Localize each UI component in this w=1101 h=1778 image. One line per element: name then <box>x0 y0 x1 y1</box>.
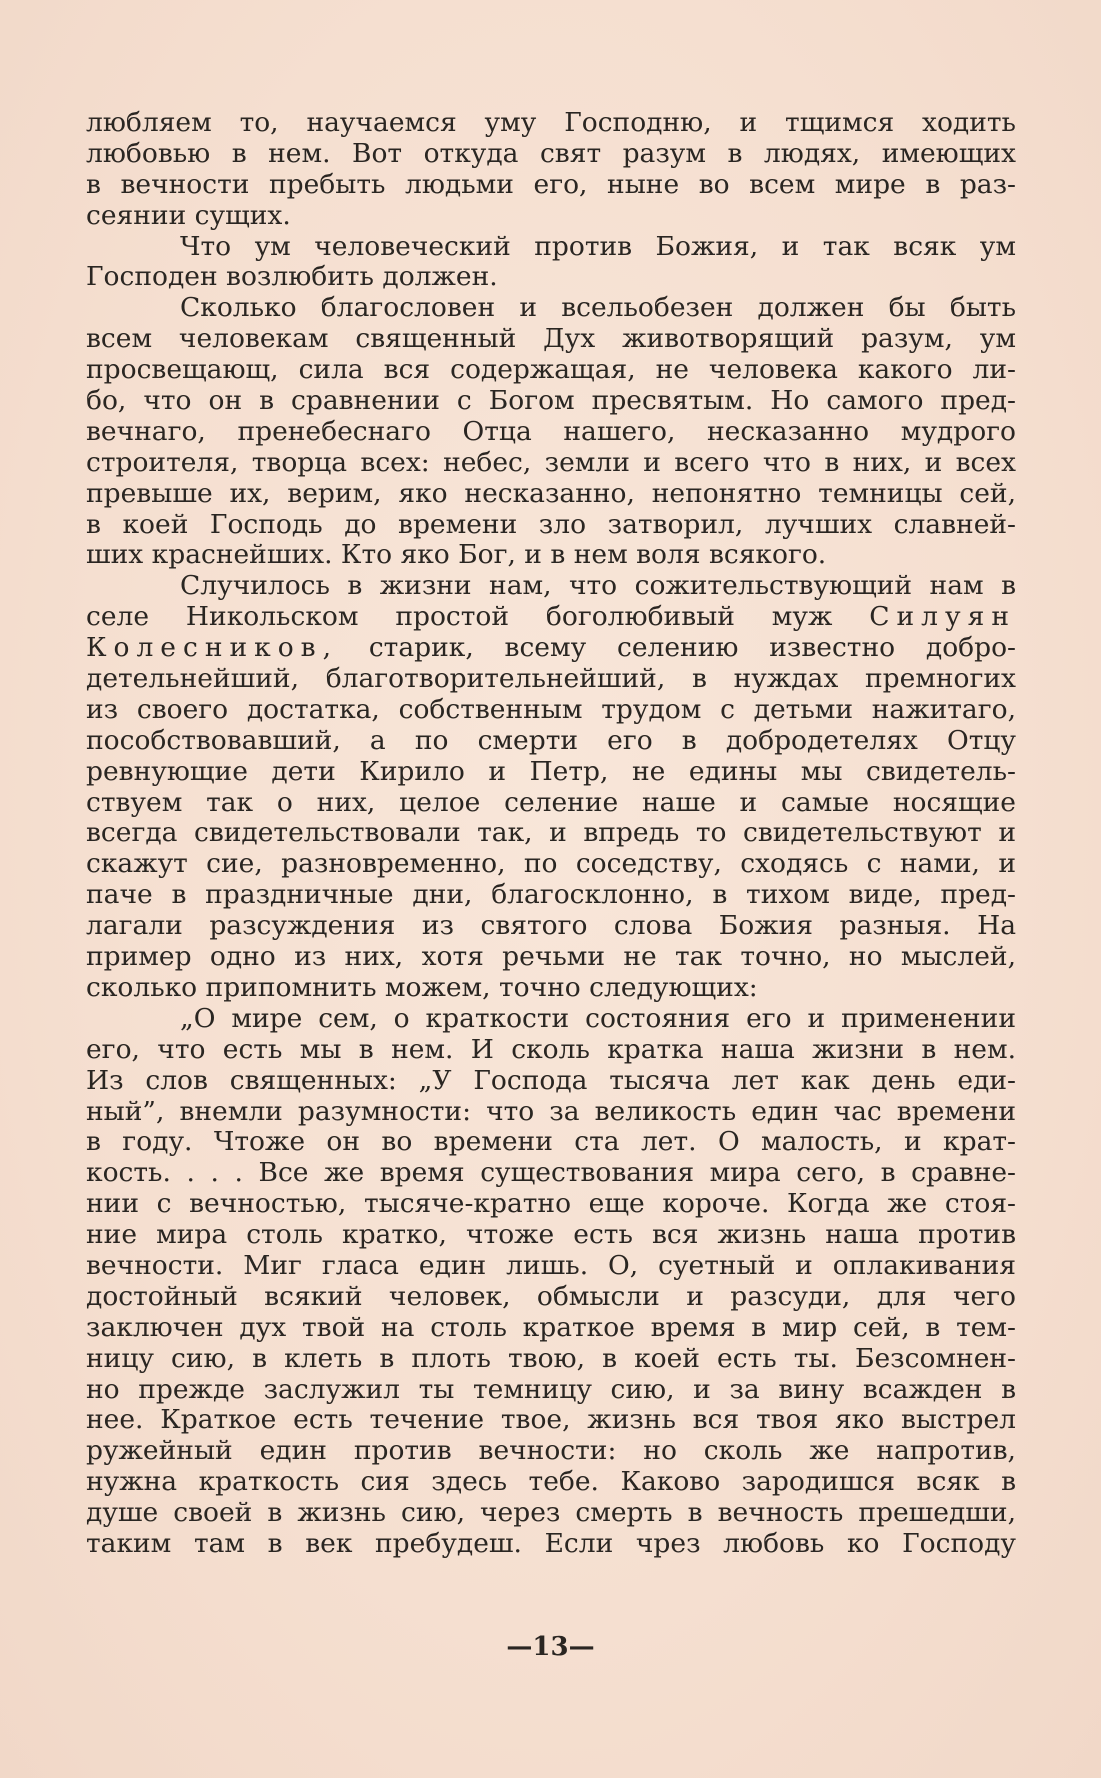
text-line: всем человекам священный Дух животворящий разум, ум <box>86 324 1016 355</box>
text-line: бо, что он в сравнении с Богом пресвятым. Но самого пред- <box>86 386 1016 417</box>
text-line: нии с вечностью, тысяче-кратно еще короче. Когда же стоя- <box>86 1189 1016 1220</box>
text-line: детельнейший, благотворительнейший, в нуждах премногих <box>86 664 1016 695</box>
text-line: любовью в нем. Вот откуда свят разум в людях, имеющих <box>86 138 1016 169</box>
text-line: ный”, внемли разумности: что за великость един час времени <box>86 1096 1016 1127</box>
body-text <box>86 108 1016 1560</box>
text-line: пособствовавший, а по смерти его в добродетелях Отцу <box>86 725 1016 756</box>
text-line: нее. Краткое есть течение твое, жизнь вся твоя яко выстрел <box>86 1405 1016 1436</box>
text-line: из своего достатка, собственным трудом с детьми нажитаго, <box>86 694 1016 725</box>
text-line: заключен дух твой на столь краткое время в мир сей, в тем- <box>86 1312 1016 1343</box>
text-fragment: селе Никольском простой боголюбивый муж <box>86 602 833 633</box>
text-line: ревнующие дети Кирило и Петр, не едины мы свидетель- <box>86 756 1016 787</box>
text-line <box>86 633 1016 664</box>
text-line: „О мире сем, о краткости состояния его и применении <box>180 1003 1016 1034</box>
text-line: но прежде заслужил ты темницу сию, и за вину всажден в <box>86 1374 1016 1405</box>
person-name-spaced: Колесников, <box>86 633 339 664</box>
text-line: достойный всякий человек, обмысли и разсуди, для чего <box>86 1281 1016 1312</box>
text-line: пример одно из них, хотя речьми не так точно, но мыслей, <box>86 942 1016 973</box>
person-name-spaced: Силуян <box>869 602 1016 633</box>
text-line: сколько припомнить можем, точно следующих: <box>86 972 758 1003</box>
page-number: —13— <box>506 1632 595 1662</box>
text-fragment: старик, всему селению известно добро- <box>368 633 1016 664</box>
text-line: в году. Чтоже он во времени ста лет. О малость, и крат- <box>86 1127 1016 1158</box>
text-line: строителя, творца всех: небес, земли и всего что в них, и всех <box>86 447 1016 478</box>
text-line: ницу сию, в клеть в плоть твою, в коей есть ты. Безсомнен- <box>86 1343 1016 1374</box>
text-line: Господен возлюбить должен. <box>86 262 498 293</box>
text-line: ружейный един против вечности: но сколь же напротив, <box>86 1436 1016 1467</box>
text-line <box>86 602 1016 633</box>
text-line: в коей Господь до времени зло затворил, лучших славней- <box>86 509 1016 540</box>
text-line: просвещающ, сила вся содержащая, не человека какого ли- <box>86 355 1016 386</box>
text-line: сеянии сущих. <box>86 200 291 231</box>
text-line: ние мира столь кратко, чтоже есть вся жизнь наша против <box>86 1220 1016 1251</box>
text-line: вечнаго, пренебеснаго Отца нашего, несказанно мудрого <box>86 416 1016 447</box>
text-line: таким там в век пребудеш. Если чрез любовь ко Господу <box>86 1528 1016 1559</box>
text-line: всегда свидетельствовали так, и впредь то свидетельствуют и <box>86 818 1016 849</box>
text-line: Из слов священных: „У Господа тысяча лет как день еди- <box>86 1065 1016 1096</box>
text-line: вечности. Миг гласа един лишь. О, суетный и оплакивания <box>86 1250 1016 1281</box>
text-line: в вечности пребыть людьми его, ныне во всем мире в раз- <box>86 169 1016 200</box>
text-line: Что ум человеческий против Божия, и так всяк ум <box>180 231 1016 262</box>
text-line: Сколько благословен и всельобезен должен бы быть <box>180 293 1016 324</box>
text-line: ствуем так о них, целое селение наше и самые носящие <box>86 787 1016 818</box>
text-line: паче в праздничные дни, благосклонно, в тихом виде, пред- <box>86 880 1016 911</box>
text-line: его, что есть мы в нем. И сколь кратка наша жизни в нем. <box>86 1034 1016 1065</box>
text-line: нужна краткость сия здесь тебе. Каково зародишся всяк в <box>86 1467 1016 1498</box>
text-line: кость. . . . Все же время существования мира сего, в сравне- <box>86 1158 1016 1189</box>
text-line: скажут сие, разновременно, по соседству, сходясь с нами, и <box>86 849 1016 880</box>
text-line: лагали разсуждения из святого слова Божия разныя. На <box>86 911 1016 942</box>
text-line: превыше их, верим, яко несказанно, непонятно темницы сей, <box>86 478 1016 509</box>
text-line: любляем то, научаемся уму Господню, и тщимся ходить <box>86 108 1016 138</box>
text-line: Случилось в жизни нам, что сожительствующий нам в <box>180 571 1016 602</box>
text-line: ших краснейших. Кто яко Бог, и в нем воля всякого. <box>86 540 827 571</box>
text-line: душе своей в жизнь сию, через смерть в вечность прешедши, <box>86 1498 1016 1529</box>
